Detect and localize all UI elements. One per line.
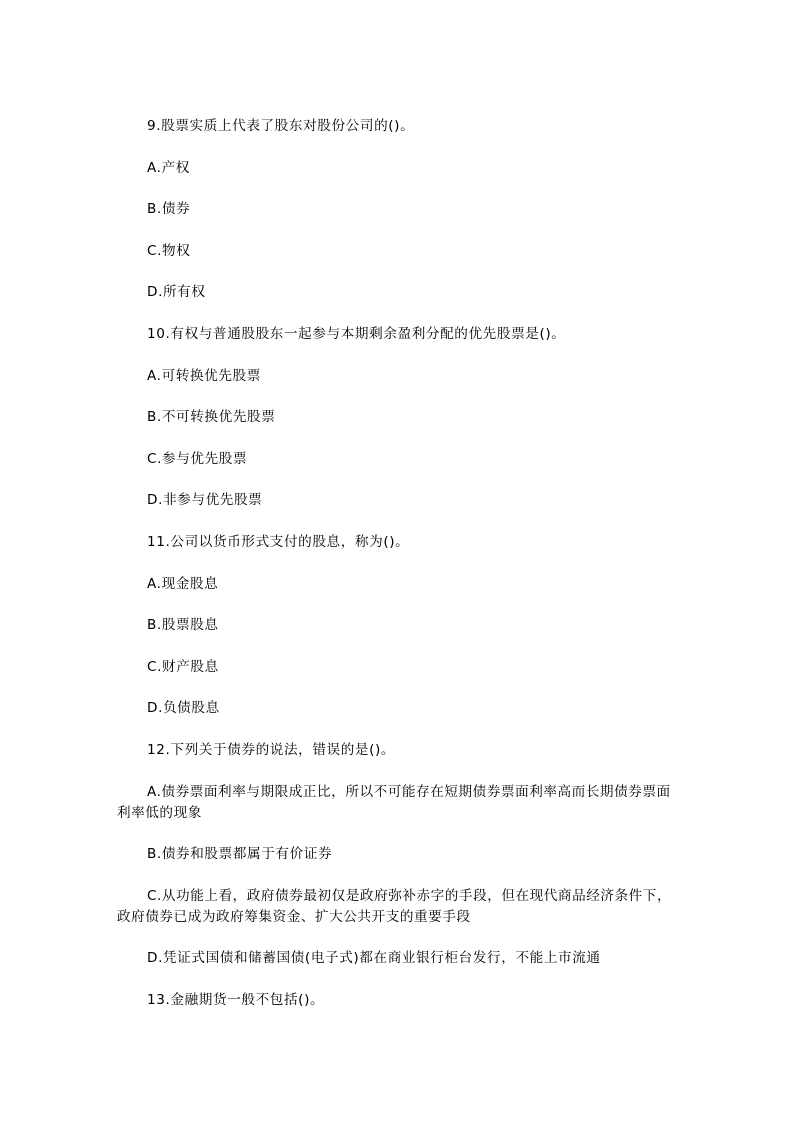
question-9-option-d: D.所有权 [147, 284, 206, 301]
question-10-option-b: B.不可转换优先股票 [147, 409, 276, 426]
question-9-option-c: C.物权 [147, 242, 191, 259]
question-12-option-b: B.债券和股票都属于有价证券 [147, 846, 333, 863]
question-12-option-c: C.从功能上看，政府债券最初仅是政府弥补赤字的手段，但在现代商品经济条件下，政府债券已成为政府筹集资金、扩大公共开支的重要手段 [117, 887, 672, 925]
question-9-stem: 9.股票实质上代表了股东对股份公司的()。 [147, 118, 415, 134]
question-11-stem: 11.公司以货币形式支付的股息，称为()。 [147, 533, 410, 550]
question-10-option-c: C.参与优先股票 [147, 450, 248, 467]
question-12-option-d: D.凭证式国债和储蓄国债(电子式)都在商业银行柜台发行，不能上市流通 [147, 950, 601, 967]
question-13-stem: 13.金融期货一般不包括()。 [147, 991, 325, 1008]
question-11-option-c: C.财产股息 [147, 658, 219, 675]
question-9-option-b: B.债券 [147, 201, 191, 218]
question-12-stem: 12.下列关于债券的说法，错误的是()。 [147, 741, 396, 758]
document-page [117, 116, 679, 1031]
question-12-option-a: A.债券票面利率与期限成正比，所以不可能存在短期债券票面利率高而长期债券票面利率低的现象 [117, 783, 671, 821]
question-10-stem: 10.有权与普通股股东一起参与本期剩余盈利分配的优先股票是()。 [147, 325, 566, 342]
question-10-option-a: A.可转换优先股票 [147, 367, 261, 384]
question-11-option-a: A.现金股息 [147, 575, 219, 592]
question-10-option-d: D.非参与优先股票 [147, 492, 263, 509]
question-11-option-d: D.负债股息 [147, 700, 220, 717]
question-11-option-b: B.股票股息 [147, 617, 219, 634]
question-9-option-a: A.产权 [147, 159, 190, 176]
